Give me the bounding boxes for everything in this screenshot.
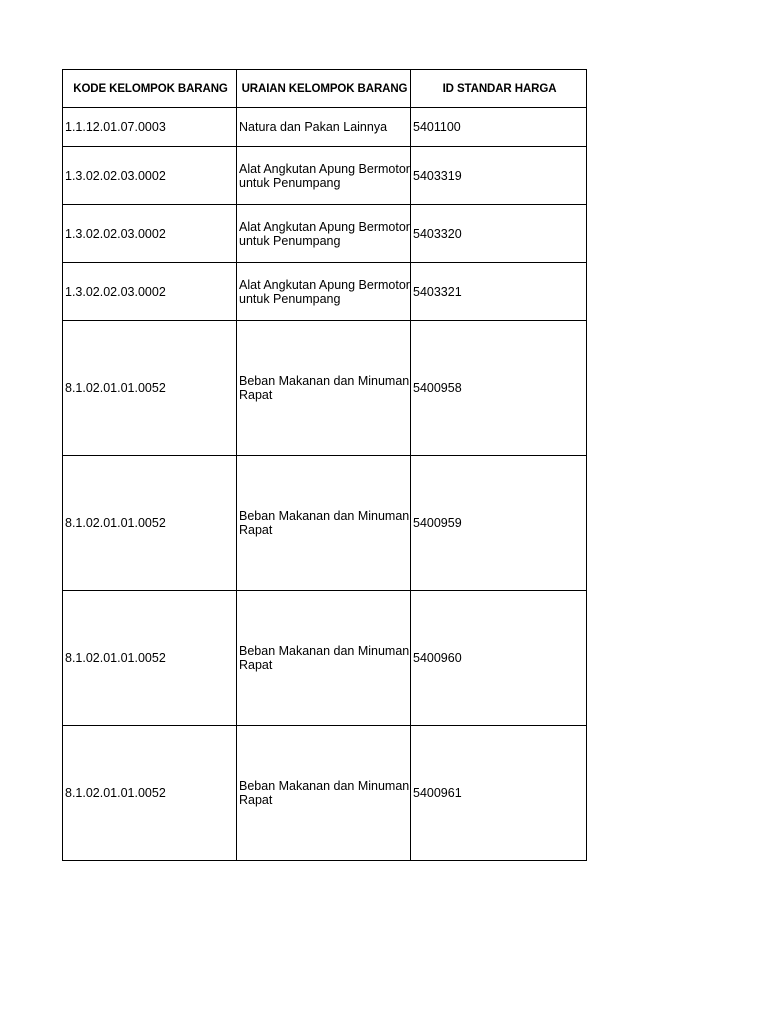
uraian-cell: Beban Makanan dan Minuman Rapat	[237, 591, 411, 726]
kode-cell: 8.1.02.01.01.0052	[63, 321, 237, 456]
uraian-cell: Beban Makanan dan Minuman Rapat	[237, 321, 411, 456]
uraian-cell: Beban Makanan dan Minuman Rapat	[237, 726, 411, 861]
table-row	[63, 108, 587, 147]
kode-cell: 1.3.02.02.03.0002	[63, 147, 237, 205]
kode-cell: 8.1.02.01.01.0052	[63, 591, 237, 726]
header-uraian-kelompok-barang: URAIAN KELOMPOK BARANG	[237, 70, 411, 108]
table-row	[63, 321, 587, 456]
kode-cell: 1.3.02.02.03.0002	[63, 263, 237, 321]
kode-cell: 8.1.02.01.01.0052	[63, 726, 237, 861]
id-cell: 5403320	[411, 205, 587, 263]
table-row	[63, 456, 587, 591]
id-cell: 5401100	[411, 108, 587, 147]
kode-cell: 1.3.02.02.03.0002	[63, 205, 237, 263]
id-cell: 5400960	[411, 591, 587, 726]
table-row	[63, 726, 587, 861]
id-cell: 5400958	[411, 321, 587, 456]
table-row	[63, 263, 587, 321]
id-cell: 5400961	[411, 726, 587, 861]
uraian-cell: Natura dan Pakan Lainnya	[237, 108, 411, 147]
kode-cell: 8.1.02.01.01.0052	[63, 456, 237, 591]
kode-cell: 1.1.12.01.07.0003	[63, 108, 237, 147]
table-row	[63, 591, 587, 726]
id-cell: 5400959	[411, 456, 587, 591]
standar-harga-table	[62, 69, 587, 861]
header-row	[63, 70, 587, 108]
uraian-cell: Beban Makanan dan Minuman Rapat	[237, 456, 411, 591]
uraian-cell: Alat Angkutan Apung Bermotor untuk Penumpang	[237, 205, 411, 263]
id-cell: 5403319	[411, 147, 587, 205]
uraian-cell: Alat Angkutan Apung Bermotor untuk Penumpang	[237, 263, 411, 321]
table-row	[63, 205, 587, 263]
header-id-standar-harga: ID STANDAR HARGA	[411, 70, 587, 108]
id-cell: 5403321	[411, 263, 587, 321]
header-kode-kelompok-barang: KODE KELOMPOK BARANG	[63, 70, 237, 108]
table-row	[63, 147, 587, 205]
uraian-cell: Alat Angkutan Apung Bermotor untuk Penumpang	[237, 147, 411, 205]
